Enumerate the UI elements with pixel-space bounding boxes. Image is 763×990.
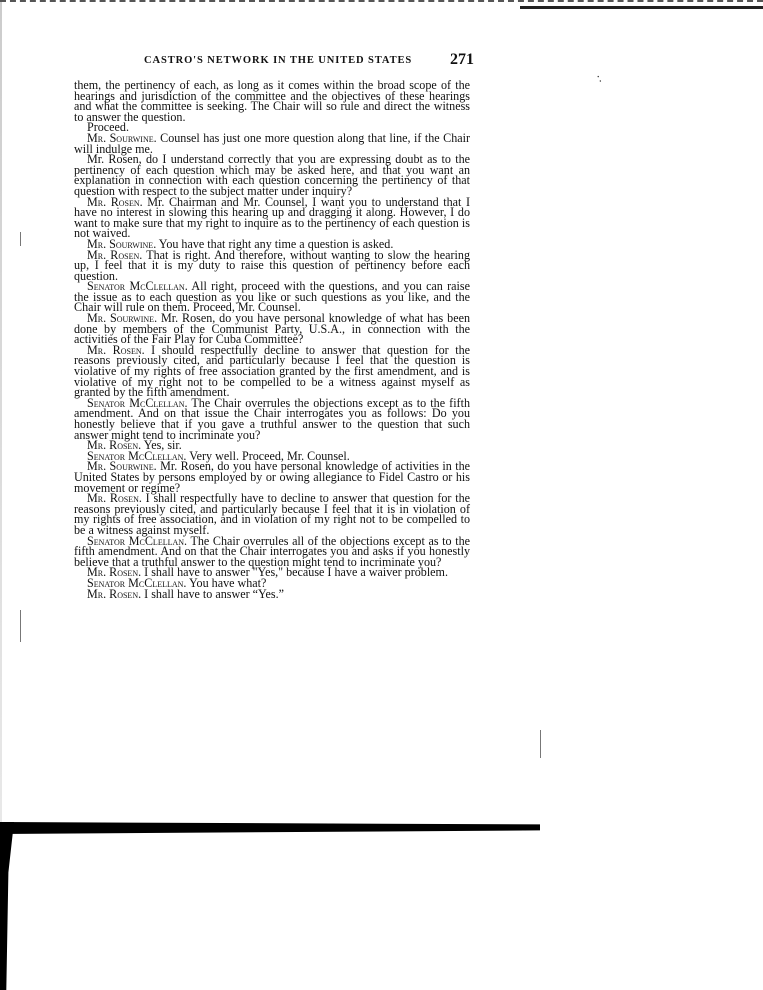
paragraph bbox=[74, 130, 470, 156]
paragraph bbox=[74, 154, 470, 196]
paragraph-text: You have that right any time a question is asked. bbox=[156, 236, 394, 251]
speaker: Mr. Rosen. bbox=[87, 586, 142, 601]
speaker: Mr. Sourwine. bbox=[87, 130, 157, 145]
speaker: Mr. Sourwine. bbox=[87, 459, 157, 474]
paragraph bbox=[74, 194, 470, 241]
paragraph bbox=[74, 342, 470, 400]
speaker: Senator McClellan. bbox=[87, 448, 187, 463]
paragraph-text: The Chair overrules the objections except as to the fifth amendment. And on that issue the Chair interrogates you as follows: Do you honestly believe that if you gave a truthful answer to the question that such answer might tend to incriminate you? bbox=[74, 395, 470, 442]
scan-top-rule bbox=[520, 6, 763, 9]
paragraph-text: The Chair overrules all of the objections except as to the fifth amendment. And on that the Chair interrogates you and asks if you honestly believe that a truthful answer to the question might tend to incriminate you? bbox=[74, 533, 470, 569]
paragraph-text: Very well. Proceed, Mr. Counsel. bbox=[186, 448, 350, 463]
paragraph-text: That is right. And therefore, without wanting to slow the hearing up, I feel that it is my duty to raise this question of pertinency before each question. bbox=[74, 247, 470, 283]
paragraph-text: I shall have to answer “Yes.” bbox=[141, 586, 284, 601]
paragraph-text: Proceed. bbox=[87, 120, 129, 135]
scan-bottom-bar bbox=[0, 822, 540, 834]
paragraph bbox=[74, 493, 470, 535]
speaker: Mr. Rosen. bbox=[87, 247, 143, 262]
speaker: Senator McClellan. bbox=[87, 395, 188, 410]
speaker: Mr. Sourwine. bbox=[87, 236, 157, 251]
paragraph-text: You have what? bbox=[186, 575, 267, 590]
speaker: Mr. Rosen. bbox=[87, 194, 143, 209]
page-header bbox=[80, 52, 474, 72]
paragraph bbox=[74, 461, 470, 493]
paragraph bbox=[74, 533, 470, 569]
paragraph bbox=[74, 80, 470, 122]
paragraph-text: Mr. Rosen, do I understand correctly that you are expressing doubt as to the pertinency of each question which may be asked here, and that you want an explanation in connection with each question concerning the pertinency of that question with respect to the subject matter under inquiry? bbox=[74, 152, 470, 198]
speaker: Mr. Rosen. bbox=[87, 565, 142, 580]
page-number: 271 bbox=[450, 51, 474, 68]
paragraph-text: Yes, sir. bbox=[141, 438, 182, 453]
speaker: Mr. Rosen. bbox=[87, 438, 142, 453]
speaker: Mr. Rosen. bbox=[87, 342, 145, 357]
paragraph-text: Counsel has just one more question along that line, if the Chair will indulge me. bbox=[74, 130, 470, 156]
paragraph-text: I shall have to answer "Yes," because I have a waiver problem. bbox=[141, 565, 448, 580]
margin-mark bbox=[20, 232, 21, 246]
margin-mark bbox=[20, 610, 21, 642]
paragraph bbox=[74, 586, 470, 601]
paragraph bbox=[74, 395, 470, 442]
speaker: Mr. Rosen. bbox=[87, 491, 142, 506]
document-body bbox=[74, 80, 470, 599]
paragraph-text: All right, proceed with the questions, and you can raise the issue as to each question as you like or such questions as you like, and the Chair will rule on them. Proceed, Mr. Counsel. bbox=[74, 279, 470, 315]
paragraph-text: Mr. Rosen, do you have personal knowledge of what has been done by members of the Communist Party, U.S.A., in connection with the activities of the Fair Play for Cuba Committee? bbox=[74, 311, 470, 347]
paragraph bbox=[74, 247, 470, 283]
paragraph bbox=[74, 313, 470, 345]
paragraph-text: Mr. Rosen, do you have personal knowledge of activities in the United States by persons employed by or owing allegiance to Fidel Castro or his movement or regime? bbox=[74, 459, 470, 495]
scan-speck: ·. bbox=[593, 69, 606, 85]
scan-left-bar bbox=[0, 822, 14, 990]
speaker: Senator McClellan. bbox=[87, 575, 187, 590]
margin-mark bbox=[540, 730, 541, 758]
paragraph-text: I should respectfully decline to answer that question for the reasons previously cited, and particularly because I feel that the question is violative of my rights of free association granted by the first amendment, and is violative of my right not to be compelled to be a witness against myself as granted by the fifth amendment. bbox=[74, 342, 470, 400]
running-title: CASTRO'S NETWORK IN THE UNITED STATES bbox=[144, 55, 413, 66]
paragraph bbox=[74, 281, 470, 313]
speaker: Mr. Sourwine. bbox=[87, 311, 158, 326]
paragraph-text: I shall respectfully have to decline to answer that question for the reasons previously cited, and particularly because I feel that it is in violation of my rights of free association, and in violation of my right not to be compelled to be a witness against myself. bbox=[74, 491, 470, 537]
paragraph-text: them, the pertinency of each, as long as it comes within the broad scope of the hearings and jurisdiction of the committee and the objectives of these hearings and what the committee is seeking. The Chair will so rule and direct the witness to answer the question. bbox=[74, 78, 470, 124]
paragraph-text: Mr. Chairman and Mr. Counsel, I want you to understand that I have no interest in slowing this hearing up and dragging it along. However, I do want to make sure that my right to inquire as to the pertinency of each question is not waived. bbox=[74, 194, 470, 241]
speaker: Senator McClellan. bbox=[87, 279, 188, 294]
speaker: Senator McClellan. bbox=[87, 533, 188, 548]
